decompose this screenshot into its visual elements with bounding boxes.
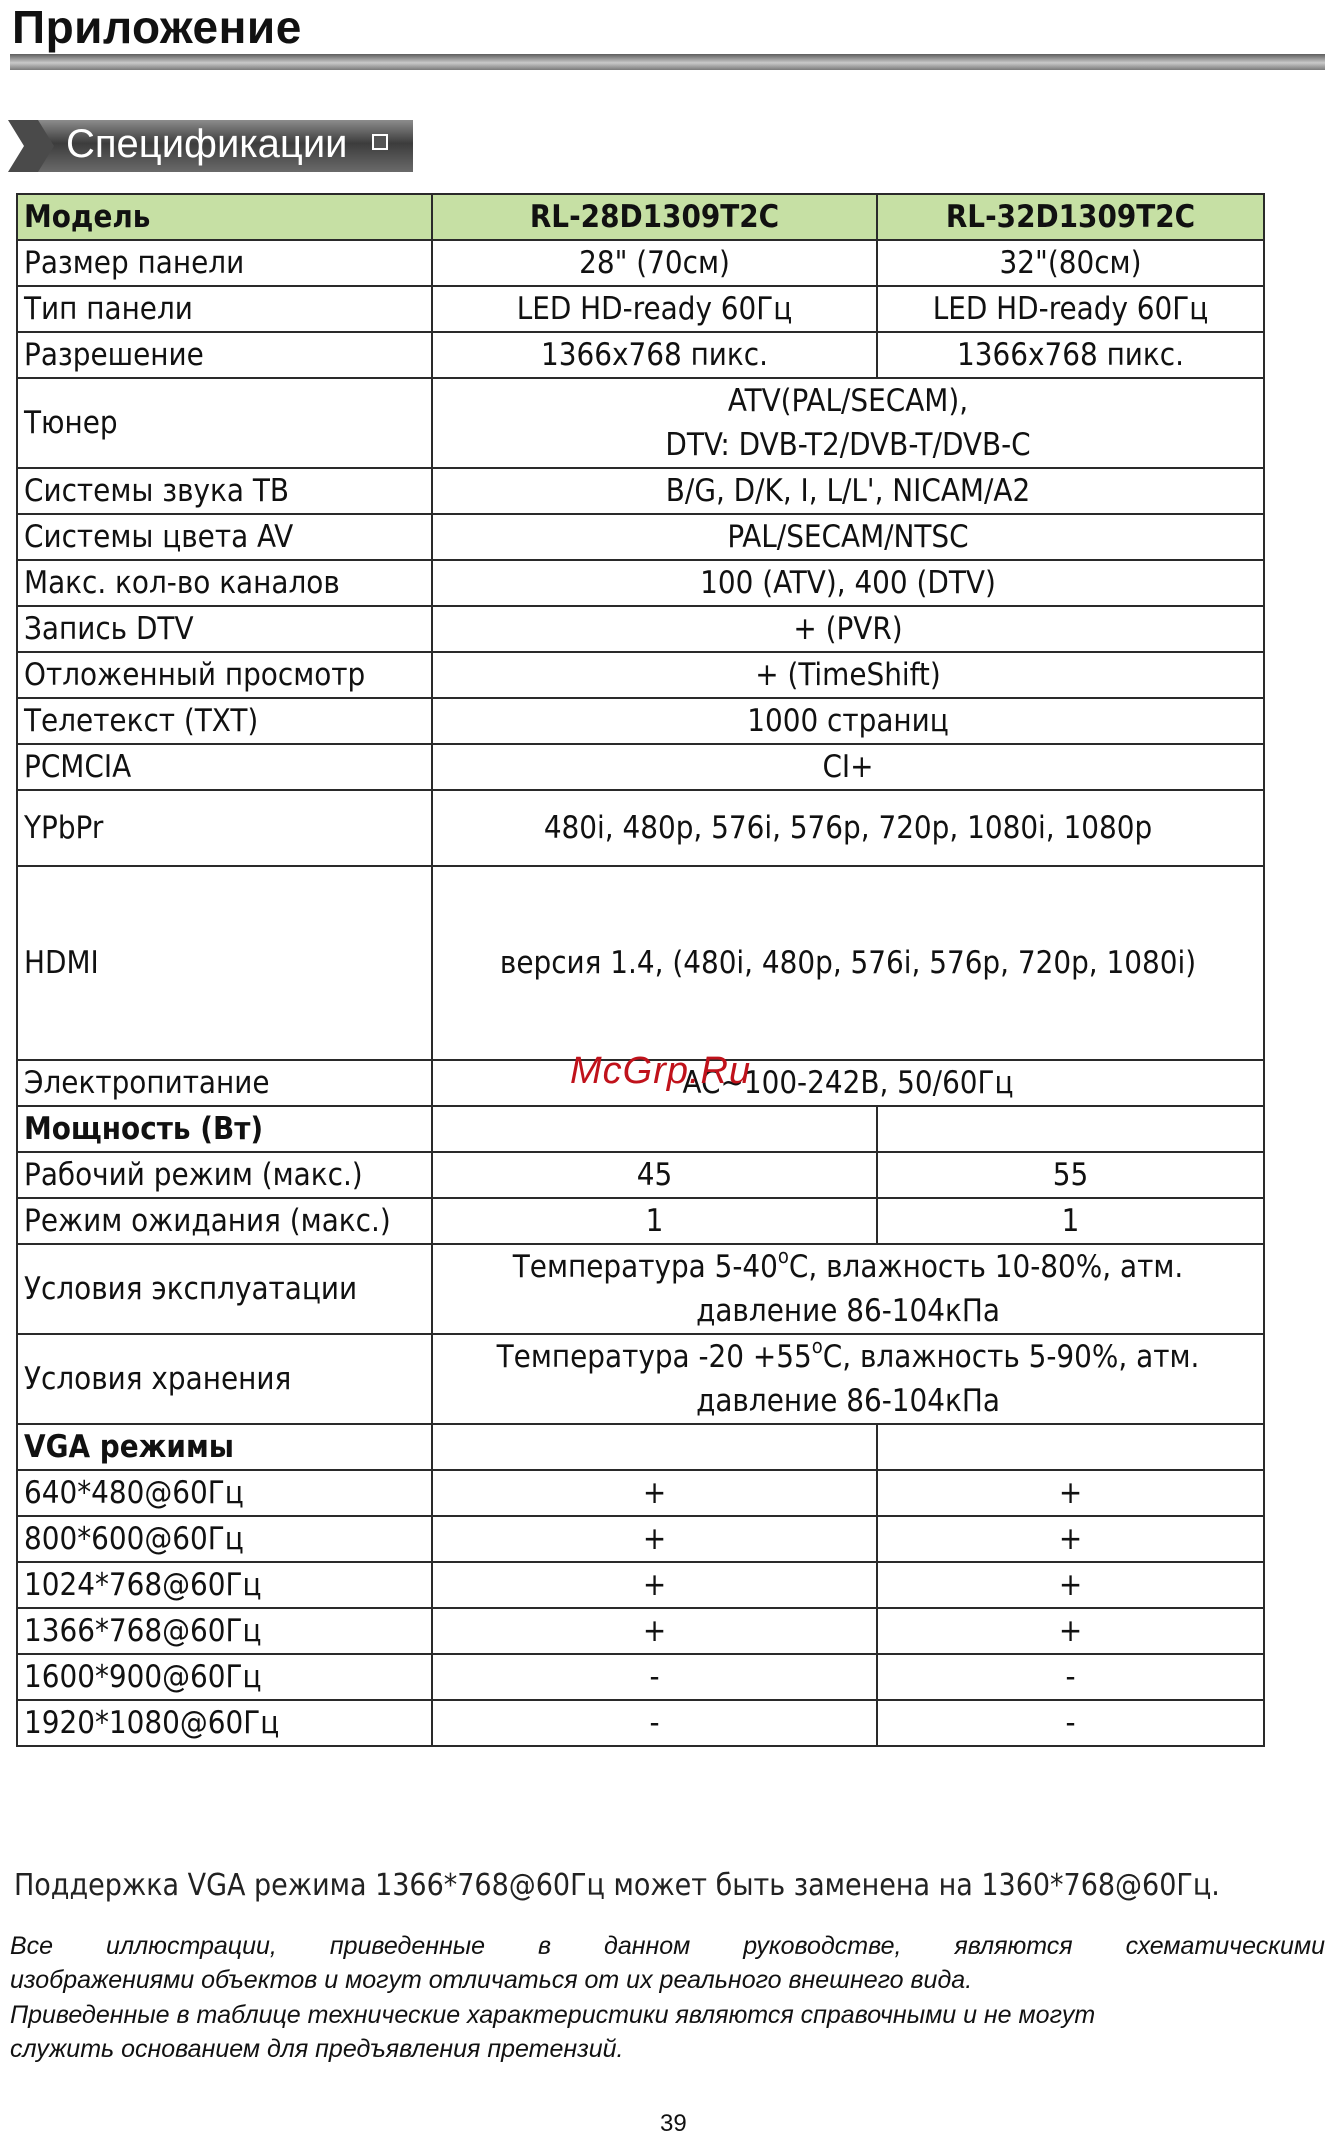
cell-value: 480i, 480p, 576i, 576p, 720p, 1080i, 1080p [432,790,1264,866]
cell-value: - [877,1654,1264,1700]
cell-value-line [439,1335,1257,1379]
cell-empty [432,1424,877,1470]
column-header-model-32: RL-32D1309T2C [877,194,1264,240]
row-label: Тюнер [17,378,432,468]
spec-table [16,193,1265,1747]
table-row [17,1152,1264,1198]
row-label: Рабочий режим (макс.) [17,1152,432,1198]
cell-value: + (PVR) [432,606,1264,652]
cell-value: 1366x768 пикс. [877,332,1264,378]
cell-empty [432,1106,877,1152]
row-label: Тип панели [17,286,432,332]
table-row [17,1608,1264,1654]
row-label: YPbPr [17,790,432,866]
table-row [17,286,1264,332]
table-row [17,1516,1264,1562]
row-label: Электропитание [17,1060,432,1106]
table-row [17,1198,1264,1244]
row-label: 1920*1080@60Гц [17,1700,432,1746]
cell-value: + [877,1516,1264,1562]
cell-empty [877,1424,1264,1470]
cell-value: + [877,1608,1264,1654]
value-text: C, влажность 10-80%, атм. [788,1249,1184,1285]
table-row [17,378,1264,468]
cell-value: LED HD-ready 60Гц [432,286,877,332]
table-row [17,606,1264,652]
table-section-row [17,1106,1264,1152]
table-row [17,698,1264,744]
disclaimer-line: изображениями объектов и могут отличаться от их реального внешнего вида. [10,1966,973,1994]
row-label: 1024*768@60Гц [17,1562,432,1608]
cell-value [432,1244,1264,1334]
disclaimer-line: Все иллюстрации, приведенные в данном руководстве, являются схематическими [10,1932,1325,1960]
row-label: Условия эксплуатации [17,1244,432,1334]
column-header-model: Модель [17,194,432,240]
row-label: Запись DTV [17,606,432,652]
section-title: Спецификации [66,122,348,166]
value-text: Температура 5-40 [512,1249,778,1285]
disclaimer-line: служить основанием для предъявления претензий. [10,2035,624,2063]
table-row [17,1334,1264,1424]
square-bullet-icon [372,134,388,150]
value-text: C, влажность 5-90%, атм. [822,1339,1200,1375]
watermark: McGrp.Ru [570,1050,752,1092]
cell-value: - [432,1654,877,1700]
table-row [17,1562,1264,1608]
vga-support-note: Поддержка VGA режима 1366*768@60Гц может быть заменена на 1360*768@60Гц. [14,1868,1220,1903]
cell-value: PAL/SECAM/NTSC [432,514,1264,560]
table-row [17,240,1264,286]
cell-value: 45 [432,1152,877,1198]
cell-value: AC~100-242В, 50/60Гц [432,1060,1264,1106]
cell-value-line: DTV: DVB-T2/DVB-T/DVB-C [665,427,1031,463]
cell-value: + [877,1470,1264,1516]
cell-value-line [439,1245,1257,1289]
row-label: Размер панели [17,240,432,286]
section-row-label: Мощность (Вт) [17,1106,432,1152]
cell-value: + [432,1516,877,1562]
table-row [17,1700,1264,1746]
cell-value: + [432,1608,877,1654]
cell-value [432,1334,1264,1424]
row-label: Условия хранения [17,1334,432,1424]
table-row [17,468,1264,514]
table-row [17,790,1264,866]
table-row [17,744,1264,790]
row-label: 640*480@60Гц [17,1470,432,1516]
cell-value-line: ATV(PAL/SECAM), [727,383,969,419]
cell-value [432,378,1264,468]
cell-value: + [432,1562,877,1608]
cell-value: - [432,1700,877,1746]
cell-value-line: давление 86-104кПа [696,1383,1000,1419]
cell-value: версия 1.4, (480i, 480p, 576i, 576p, 720p, 1080i) [432,866,1264,1060]
cell-value: + [432,1470,877,1516]
row-label: Системы цвета AV [17,514,432,560]
row-label: 800*600@60Гц [17,1516,432,1562]
cell-value: 1 [432,1198,877,1244]
row-label: Отложенный просмотр [17,652,432,698]
table-row [17,560,1264,606]
cell-value: 55 [877,1152,1264,1198]
degree-superscript: o [811,1334,823,1358]
table-section-row [17,1424,1264,1470]
row-label: PCMCIA [17,744,432,790]
section-row-label: VGA режимы [17,1424,432,1470]
cell-value: - [877,1700,1264,1746]
row-label: HDMI [17,866,432,1060]
row-label: Разрешение [17,332,432,378]
degree-superscript: o [777,1244,789,1268]
row-label: Режим ожидания (макс.) [17,1198,432,1244]
cell-value: 32"(80см) [877,240,1264,286]
disclaimer-line: Приведенные в таблице технические характеристики являются справочными и не могут [10,2001,1096,2029]
cell-value: 100 (ATV), 400 (DTV) [432,560,1264,606]
cell-value: LED HD-ready 60Гц [877,286,1264,332]
row-label: Телетекст (TXT) [17,698,432,744]
cell-value: + (TimeShift) [432,652,1264,698]
table-row [17,652,1264,698]
section-banner [8,118,413,174]
table-row [17,1654,1264,1700]
table-row [17,514,1264,560]
table-row [17,866,1264,1060]
table-row [17,332,1264,378]
value-text: Температура -20 +55 [496,1339,812,1375]
page-number: 39 [660,2110,687,2137]
row-label: 1366*768@60Гц [17,1608,432,1654]
table-row [17,1470,1264,1516]
page-title: Приложение [12,1,302,53]
cell-value: CI+ [432,744,1264,790]
cell-value: + [877,1562,1264,1608]
cell-value: 1366x768 пикс. [432,332,877,378]
row-label: 1600*900@60Гц [17,1654,432,1700]
cell-value: 1000 страниц [432,698,1264,744]
cell-value-line: давление 86-104кПа [696,1293,1000,1329]
table-row [17,1244,1264,1334]
cell-value: B/G, D/K, I, L/L', NICAM/A2 [432,468,1264,514]
table-header-row [17,194,1264,240]
cell-value: 1 [877,1198,1264,1244]
column-header-model-28: RL-28D1309T2C [432,194,877,240]
title-divider [10,54,1325,70]
cell-empty [877,1106,1264,1152]
row-label: Макс. кол-во каналов [17,560,432,606]
row-label: Системы звука ТВ [17,468,432,514]
cell-value: 28" (70см) [432,240,877,286]
